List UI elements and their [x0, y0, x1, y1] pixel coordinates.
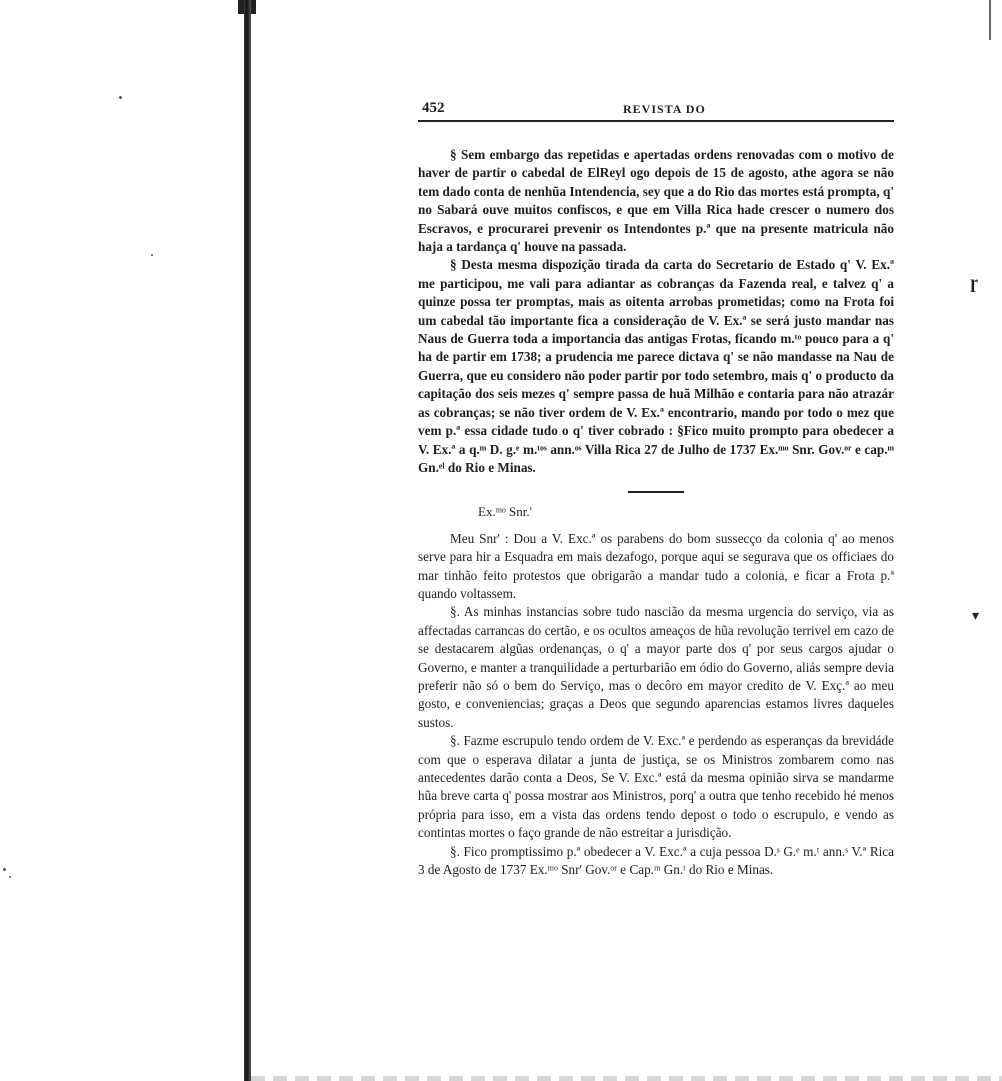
page-edge-mark — [989, 0, 991, 40]
page-body — [418, 146, 894, 879]
book-spine — [244, 0, 251, 1081]
running-head: REVISTA DO — [623, 102, 706, 116]
letter2-paragraph-2: §. As minhas instancias sobre tudo nascião da mesma urgencia do serviço, via as affectadas carrancas do certão, e os ocultos ameaços de hũa revolução terrivel em cazo de se destacarem algũas ordenanças, o q' a mayor parte dos q' por seus cargos ajudar o Governo, e manter a tranquilidade a perturbarião em ódio do Governo, aliás sempre devia preferir não só o bem do Serviço, mas o decôro em mayor credito de V. Exç.ª ao meu gosto, e conveniencias; graças a Deos que segundo aparencias estamos livres daqueles sustos. — [418, 604, 894, 730]
book-page — [418, 96, 894, 976]
margin-mark: ɼ — [970, 272, 978, 292]
letter2-salutation: Ex.ᵐᵒ Snr.' — [478, 504, 532, 520]
letter1-paragraph-2: § Desta mesma dispozição tirada da carta do Secretario de Estado q' V. Ex.ª me participou, me vali para adiantar as cobranças da Fazenda real, e talvez q' a quinze possa ter promptas, mais as oitenta arrobas prometidas; como na Frota foi um cabedal tão importante fica a consideração de V. Ex.ª se será justo mandar nas Naus de Guerra toda a importancia das antigas Frotas, ficando m.ᵗᵒ pouco para a q' ha de partir em 1738; a prudencia me parece dictava q' se não mandasse na Nau de Guerra, que eu considero não poder partir por todo setembro, mais q' o producto da capitação dos seis mezes q' sempre passa de huã Milhão e contaria para não atrazár as cobranças; se não tiver ordem de V. Ex.ª encontrario, mando por todo o mez que vem p.ª essa cidade tudo o q' tiver cobrado : §Fico muito prompto para obedecer a V. Ex.ª a q.ᵐ D. g.ᵉ m.ᵗᵒˢ ann.ᵒˢ Villa Rica 27 de Julho de 1737 Ex.ᵐᵒ Snr. Gov.ᵒʳ e cap.ᵐ Gn.ᵉˡ do Rio e Minas. — [418, 257, 894, 475]
page-header — [418, 96, 894, 122]
scan-speck — [3, 868, 6, 871]
letter2-paragraph-1: Meu Snr' : Dou a V. Exc.ª os parabens do bom sussecço da colonia q' ao menos serve para hir a Esquadra em mais dezafogo, porque aqui se segurava que os officiaes do mar tinhão feito protestos que obrigarão a mandar tudo a colonia, e ficar a Frota p.ª quando voltassem. — [418, 530, 894, 601]
letter2-paragraph-3: §. Fazme escrupulo tendo ordem de V. Exc.ª e perdendo as esperanças da brevidáde com que o esperava dilatar a junta de justiça, se os Ministros zombarem como nas antecedentes darão conta a Deos, Se V. Exc.ª está da mesma opinião sirva se mandarme hũa breve carta q' possa mostrar aos Ministros, porq' a outra que tenho recebido hé menos própria para isso, em a vista das ordens tendo depost o todo o escrupulo, e vendo as contintas mortes o faço grande de não estreitar a jurisdição. — [418, 733, 894, 841]
letter2-paragraph-4: §. Fico promptissimo p.ª obedecer a V. Exc.ª a cuja pessoa D.ˢ G.ᵉ m.ᵗ ann.ˢ V.ª Rica 3 de Agosto de 1737 Ex.ᵐᵒ Snr' Gov.ᵒʳ e Cap.ᵐ Gn.ᵗ do Rio e Minas. — [418, 843, 894, 878]
margin-mark: ▾ — [972, 609, 980, 624]
page-number: 452 — [422, 100, 445, 116]
scan-speck — [9, 876, 11, 878]
bottom-scan-edge — [251, 1076, 1002, 1081]
section-divider — [628, 491, 684, 493]
scan-speck — [119, 96, 122, 99]
letter1-paragraph-1: § Sem embargo das repetidas e apertadas ordens renovadas com o motivo de haver de partir o cabedal de ElReyl ogo depois de 15 de agosto, athe agora se não tem dado conta de nenhũa Intendencia, sey que a do Rio das mortes está prompta, q' no Sabará ouve muitos confiscos, e que em Villa Rica hade crescer o numero dos Escravos, e procurarei prevenir os Intendontes p.ª que na presente matricula não haja a tardança q' houve na passada. — [418, 147, 894, 255]
scan-speck — [151, 254, 153, 256]
